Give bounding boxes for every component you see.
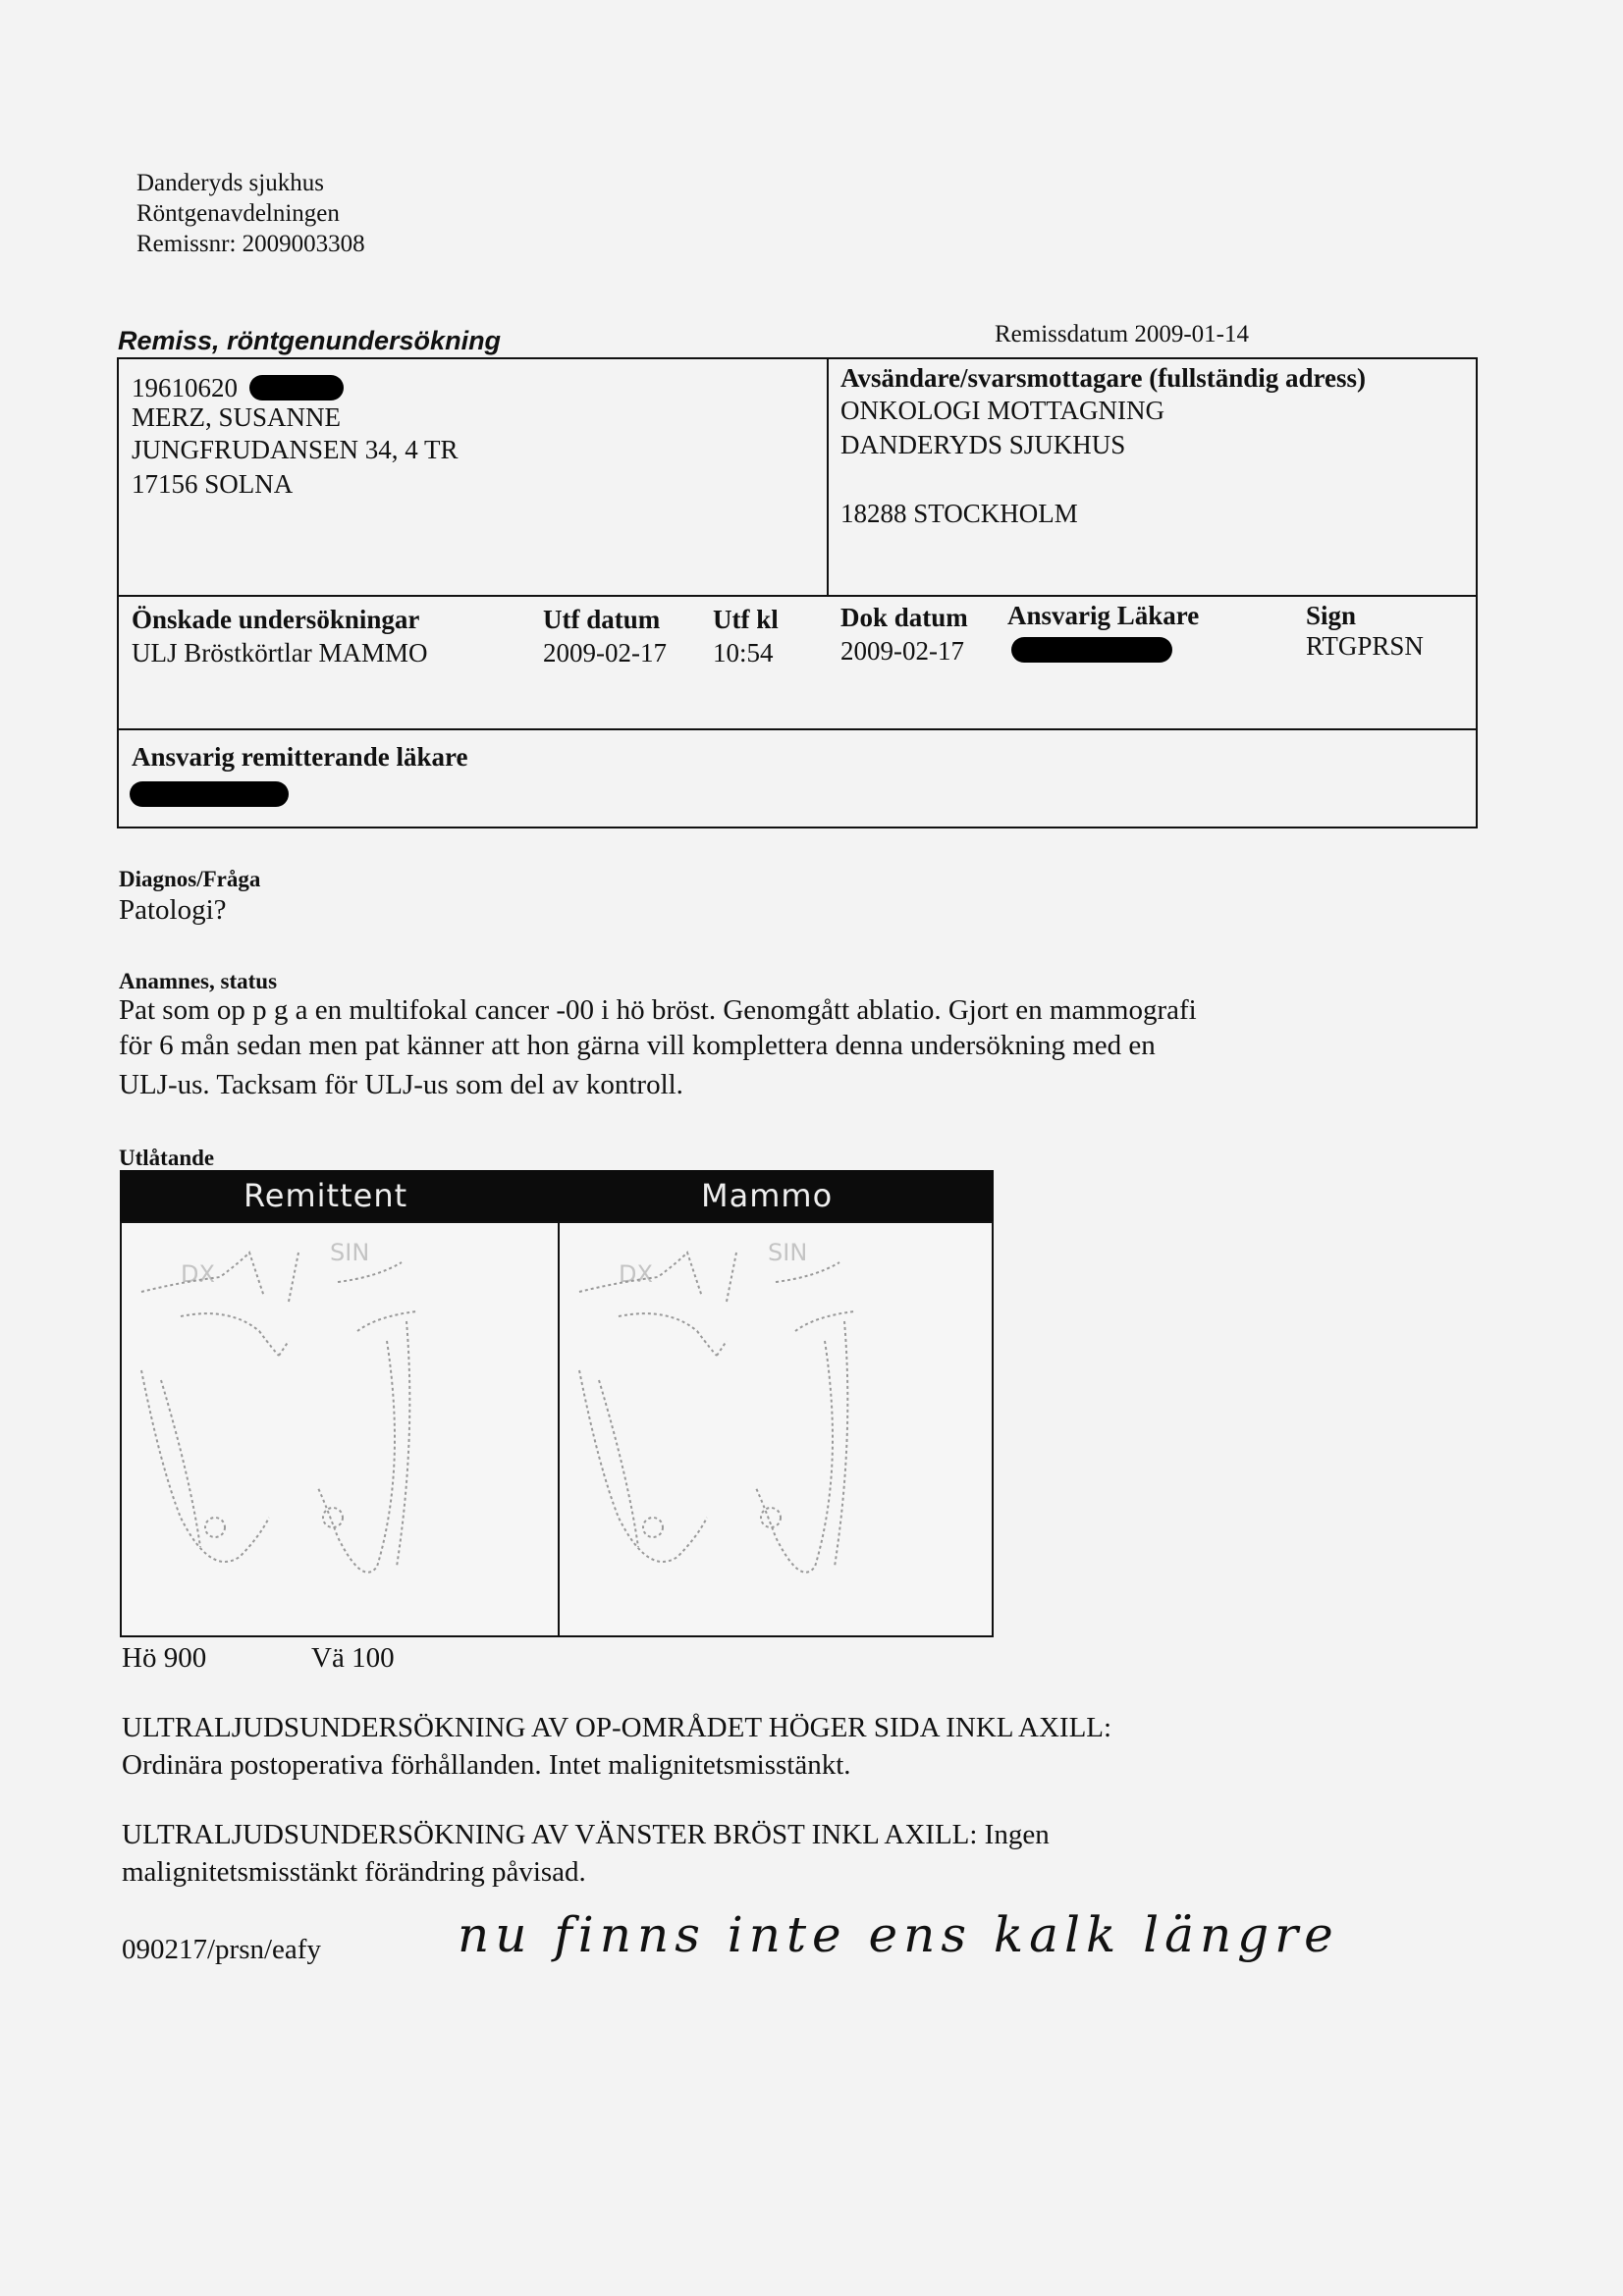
breast-outline-right (560, 1223, 992, 1635)
anamnes-label: Anamnes, status (119, 969, 278, 993)
utf-kl-label: Utf kl (713, 605, 779, 634)
diagnos-value: Patologi? (119, 894, 227, 926)
anamnes-line1: Pat som op p g a en multifokal cancer -00 i hö bröst. Genomgått ablatio. Gjort en mammografi (119, 994, 1197, 1026)
department-name: Röntgenavdelningen (136, 200, 340, 227)
diagram-right-dx-text: DX (619, 1260, 653, 1288)
finding1-line2: Ordinära postoperativa förhållanden. Intet malignitetsmisstänkt. (122, 1749, 851, 1781)
form-divider-h2 (117, 728, 1478, 730)
diagnos-label: Diagnos/Fråga (119, 867, 261, 891)
anamnes-line2: för 6 mån sedan men pat känner att hon gärna vill komplettera denna undersökning med en (119, 1030, 1156, 1061)
utf-datum-value: 2009-02-17 (543, 638, 667, 667)
remiss-date: Remissdatum 2009-01-14 (995, 321, 1250, 347)
diagram-header-right: Mammo (701, 1177, 834, 1214)
diagram-left-dx-text: DX (181, 1260, 215, 1288)
sign-label: Sign (1306, 601, 1357, 630)
referring-label: Ansvarig remitterande läkare (132, 742, 468, 772)
exam-value: ULJ Bröstkörtlar MAMMO (132, 638, 428, 667)
form-divider-h1 (117, 595, 1478, 597)
patient-name: MERZ, SUSANNE (132, 402, 342, 432)
diagram-header-left: Remittent (243, 1177, 408, 1214)
ho-value: Hö 900 (122, 1642, 207, 1674)
form-title: Remiss, röntgenundersökning (118, 326, 502, 355)
va-value: Vä 100 (311, 1642, 395, 1674)
sender-label: Avsändare/svarsmottagare (fullständig adress) (840, 363, 1367, 393)
patient-address: JUNGFRUDANSEN 34, 4 TR (132, 435, 459, 464)
form-divider-vertical (827, 357, 829, 597)
anamnes-line3: ULJ-us. Tacksam för ULJ-us som del av kontroll. (119, 1069, 683, 1100)
sign-value: RTGPRSN (1306, 631, 1424, 661)
diagram-header (120, 1170, 994, 1221)
patient-postal: 17156 SOLNA (132, 469, 294, 499)
hospital-name: Danderyds sjukhus (136, 170, 324, 196)
sender-line3: 18288 STOCKHOLM (840, 499, 1078, 528)
utf-datum-label: Utf datum (543, 605, 661, 634)
remiss-number: Remissnr: 2009003308 (136, 231, 365, 257)
dok-datum-label: Dok datum (840, 603, 968, 632)
diagram-right-sin-text: SIN (768, 1239, 808, 1266)
ansvarig-lakare-label: Ansvarig Läkare (1007, 601, 1200, 630)
dok-datum-value: 2009-02-17 (840, 636, 964, 666)
redaction-doctor (1011, 637, 1172, 663)
patient-id: 19610620 (132, 373, 238, 402)
diagram-left-sin-text: SIN (330, 1239, 370, 1266)
footer-code: 090217/prsn/eafy (122, 1934, 321, 1965)
handwritten-note: nu finns inte ens kalk längre (458, 1906, 1339, 1963)
utf-kl-value: 10:54 (713, 638, 774, 667)
redaction-referring (130, 781, 289, 807)
finding2-line2: malignitetsmisstänkt förändring påvisad. (122, 1856, 586, 1888)
finding1-line1: ULTRALJUDSUNDERSÖKNING AV OP-OMRÅDET HÖGER SIDA INKL AXILL: (122, 1712, 1112, 1743)
diagram-right (558, 1221, 994, 1637)
redaction-patient-id (249, 375, 344, 400)
diagram-left (120, 1221, 560, 1637)
breast-outline-left (122, 1223, 558, 1635)
sender-line1: ONKOLOGI MOTTAGNING (840, 396, 1165, 425)
finding2-line1: ULTRALJUDSUNDERSÖKNING AV VÄNSTER BRÖST INKL AXILL: Ingen (122, 1819, 1050, 1850)
sender-line2: DANDERYDS SJUKHUS (840, 430, 1126, 459)
exam-label: Önskade undersökningar (132, 605, 420, 634)
utlatande-label: Utlåtande (119, 1146, 215, 1170)
